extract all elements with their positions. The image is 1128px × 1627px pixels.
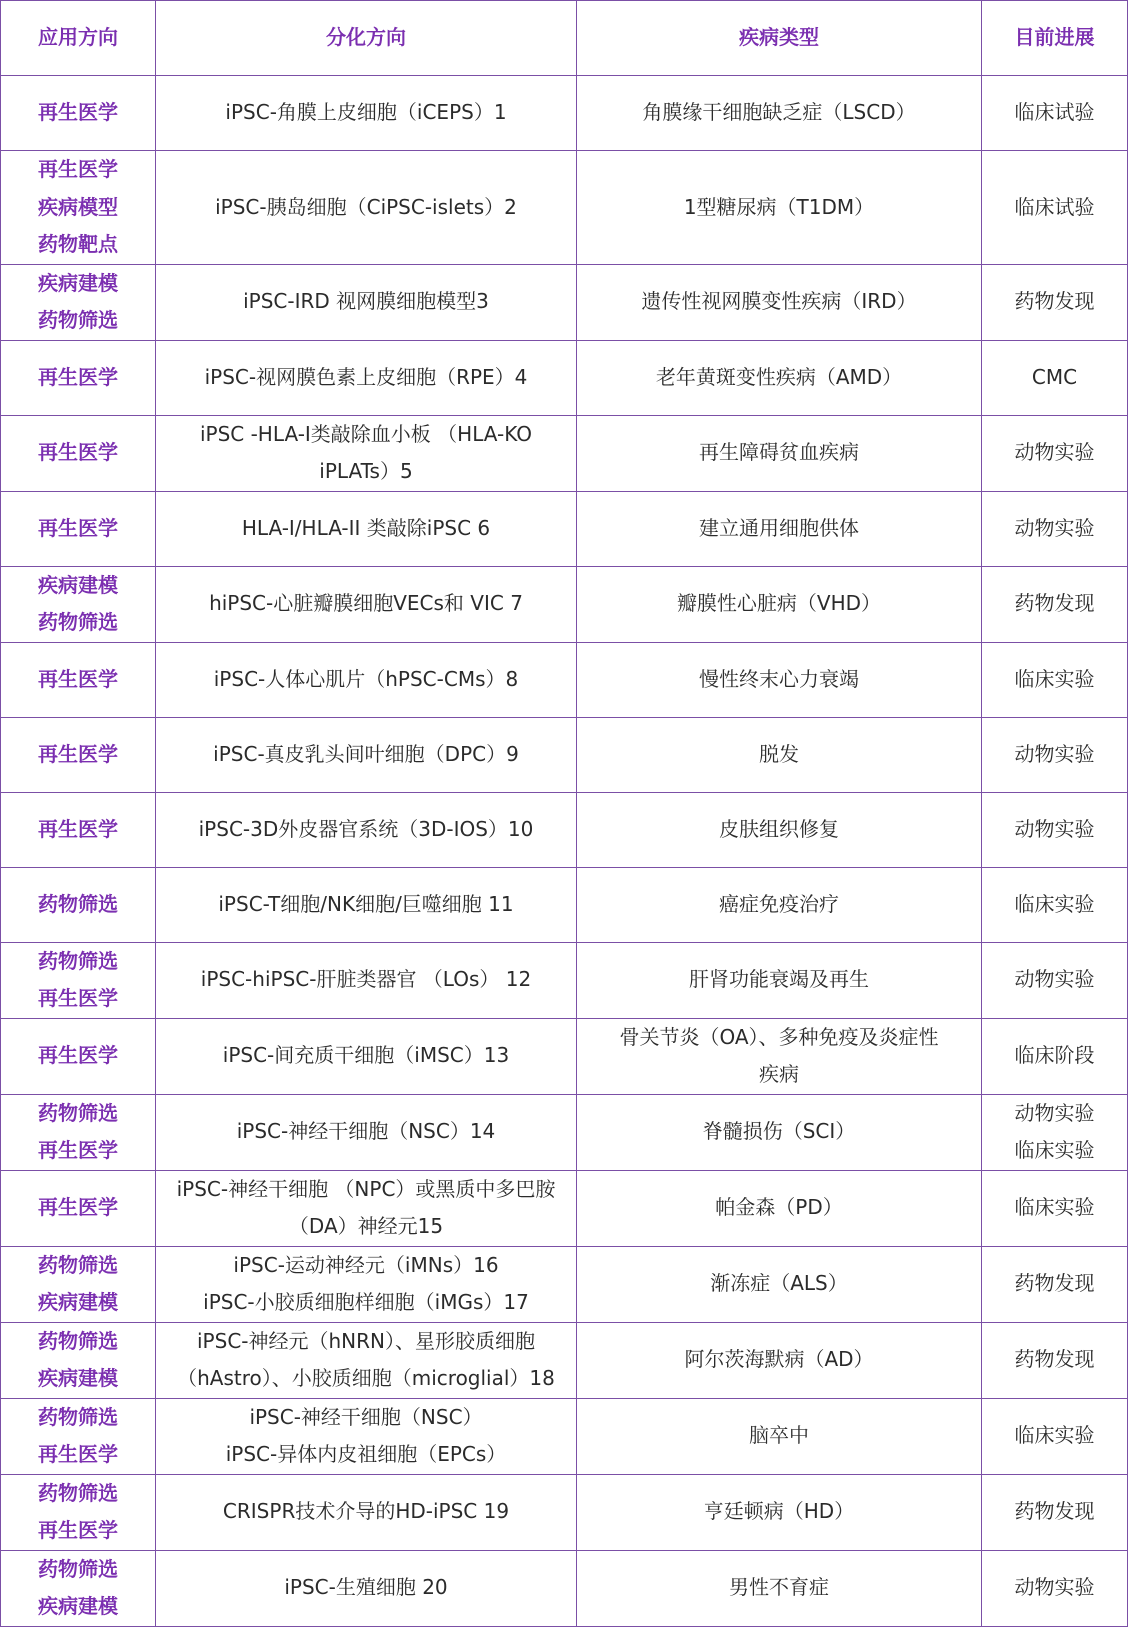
progress-cell xyxy=(982,1170,1128,1246)
cell-text-line: 临床阶段 xyxy=(1014,1043,1095,1068)
cell-text-line: iPSC-IRD 视网膜细胞模型3 xyxy=(243,289,489,314)
application-direction-cell xyxy=(1,642,156,717)
disease-type-cell xyxy=(577,491,982,566)
progress-cell xyxy=(982,1094,1128,1170)
cell-text-line: 药物筛选 xyxy=(38,1252,118,1277)
cell-text-line: 癌症免疫治疗 xyxy=(719,891,839,916)
cell-text-line: iPSC-生殖细胞 20 xyxy=(284,1575,448,1600)
cell-text-line: 动物实验 xyxy=(1014,1575,1095,1600)
differentiation-direction-cell xyxy=(156,1550,577,1626)
cell-text-line: 肝肾功能衰竭及再生 xyxy=(689,967,869,992)
differentiation-direction-cell xyxy=(156,415,577,491)
cell-text-line: 疾病模型 xyxy=(38,194,118,219)
disease-type-cell xyxy=(577,1398,982,1474)
cell-text-line: CMC xyxy=(1031,364,1078,389)
cell-text-line: 再生医学 xyxy=(38,1518,118,1542)
cell-text-line: （DA）神经元15 xyxy=(288,1214,444,1238)
disease-type-cell xyxy=(577,1322,982,1398)
application-direction-cell xyxy=(1,717,156,792)
cell-text-line: 再生医学 xyxy=(38,1043,118,1068)
cell-text-line: 遗传性视网膜变性疾病（IRD） xyxy=(641,289,917,314)
application-direction-cell xyxy=(1,76,156,151)
differentiation-direction-cell xyxy=(156,867,577,942)
progress-cell xyxy=(982,1398,1128,1474)
progress-cell xyxy=(982,792,1128,867)
cell-text-line: 疾病 xyxy=(759,1062,799,1086)
table-row xyxy=(1,340,1128,415)
differentiation-direction-cell xyxy=(156,151,577,265)
cell-text-line: 再生医学 xyxy=(38,440,118,465)
disease-type-cell xyxy=(577,1550,982,1626)
table-row xyxy=(1,491,1128,566)
table-row xyxy=(1,264,1128,340)
cell-text-line: 临床实验 xyxy=(1014,1195,1095,1220)
table-row xyxy=(1,792,1128,867)
differentiation-direction-cell xyxy=(156,1322,577,1398)
table-row xyxy=(1,1246,1128,1322)
cell-text-line: iPSC-异体内皮祖细胞（EPCs） xyxy=(225,1442,507,1466)
cell-text-line: 临床实验 xyxy=(1014,1423,1095,1448)
cell-text-line: 药物筛选 xyxy=(38,610,118,634)
differentiation-direction-cell xyxy=(156,642,577,717)
cell-text-line: 动物实验 xyxy=(1014,741,1095,766)
application-direction-cell xyxy=(1,867,156,942)
cell-text-line: iPSC-hiPSC-肝脏类器官 （LOs） 12 xyxy=(200,967,532,992)
table-row xyxy=(1,415,1128,491)
differentiation-direction-cell xyxy=(156,264,577,340)
differentiation-direction-cell xyxy=(156,717,577,792)
cell-text-line: 药物筛选 xyxy=(38,891,118,916)
cell-text-line: 药物筛选 xyxy=(38,1480,118,1505)
disease-type-cell xyxy=(577,642,982,717)
cell-text-line: 药物发现 xyxy=(1014,591,1095,616)
cell-text-line: 药物筛选 xyxy=(38,1328,118,1353)
differentiation-direction-cell xyxy=(156,491,577,566)
disease-type-cell xyxy=(577,566,982,642)
cell-text-line: 再生医学 xyxy=(38,816,118,841)
cell-text-line: iPSC-运动神经元（iMNs）16 xyxy=(233,1252,499,1277)
cell-text-line: 药物发现 xyxy=(1014,1271,1095,1296)
cell-text-line: iPSC-神经元（hNRN）、星形胶质细胞 xyxy=(197,1328,535,1353)
progress-cell xyxy=(982,1018,1128,1094)
application-direction-cell xyxy=(1,1170,156,1246)
application-direction-cell xyxy=(1,1018,156,1094)
application-direction-cell xyxy=(1,942,156,1018)
table-row xyxy=(1,717,1128,792)
progress-cell xyxy=(982,642,1128,717)
progress-cell xyxy=(982,717,1128,792)
cell-text-line: 皮肤组织修复 xyxy=(719,816,839,841)
table-row xyxy=(1,1094,1128,1170)
disease-type-cell xyxy=(577,867,982,942)
disease-type-cell xyxy=(577,792,982,867)
cell-text-line: 临床实验 xyxy=(1014,1138,1095,1162)
application-direction-cell xyxy=(1,264,156,340)
application-direction-cell xyxy=(1,566,156,642)
cell-text-line: 瓣膜性心脏病（VHD） xyxy=(676,591,882,616)
cell-text-line: iPSC-小胶质细胞样细胞（iMGs）17 xyxy=(203,1290,529,1314)
cell-text-line: iPSC-人体心肌片（hPSC-CMs）8 xyxy=(213,666,519,691)
header-disease-type: 疾病类型 xyxy=(577,1,982,76)
cell-text-line: 药物靶点 xyxy=(38,232,118,256)
disease-type-cell xyxy=(577,1246,982,1322)
progress-cell xyxy=(982,867,1128,942)
cell-text-line: 建立通用细胞供体 xyxy=(699,515,859,540)
differentiation-direction-cell xyxy=(156,566,577,642)
cell-text-line: iPSC-T细胞/NK细胞/巨噬细胞 11 xyxy=(218,891,514,916)
differentiation-direction-cell xyxy=(156,340,577,415)
disease-type-cell xyxy=(577,76,982,151)
cell-text-line: 角膜缘干细胞缺乏症（LSCD） xyxy=(642,100,916,125)
cell-text-line: 再生医学 xyxy=(38,741,118,766)
table-row xyxy=(1,151,1128,265)
table-row xyxy=(1,642,1128,717)
application-direction-cell xyxy=(1,1246,156,1322)
disease-type-cell xyxy=(577,1094,982,1170)
cell-text-line: iPSC-真皮乳头间叶细胞（DPC）9 xyxy=(213,741,519,766)
cell-text-line: 再生医学 xyxy=(38,1138,118,1162)
table-row xyxy=(1,76,1128,151)
cell-text-line: hiPSC-心脏瓣膜细胞VECs和 VIC 7 xyxy=(209,591,523,616)
differentiation-direction-cell xyxy=(156,1018,577,1094)
progress-cell xyxy=(982,1474,1128,1550)
progress-cell xyxy=(982,151,1128,265)
disease-type-cell xyxy=(577,942,982,1018)
disease-type-cell xyxy=(577,1474,982,1550)
disease-type-cell xyxy=(577,717,982,792)
header-row xyxy=(1,1,1128,76)
cell-text-line: 再生医学 xyxy=(38,1195,118,1220)
cell-text-line: iPSC-胰岛细胞（CiPSC-islets）2 xyxy=(215,194,517,219)
cell-text-line: 疾病建模 xyxy=(38,1594,118,1618)
progress-cell xyxy=(982,1246,1128,1322)
progress-cell xyxy=(982,1550,1128,1626)
application-direction-cell xyxy=(1,1322,156,1398)
cell-text-line: 脱发 xyxy=(759,741,799,766)
cell-text-line: 老年黄斑变性疾病（AMD） xyxy=(655,364,903,389)
cell-text-line: 疾病建模 xyxy=(38,270,118,295)
cell-text-line: 帕金森（PD） xyxy=(715,1195,843,1220)
application-direction-cell xyxy=(1,1398,156,1474)
cell-text-line: iPSC-3D外皮器官系统（3D-IOS）10 xyxy=(198,816,534,841)
differentiation-direction-cell xyxy=(156,1170,577,1246)
cell-text-line: 动物实验 xyxy=(1014,1100,1095,1125)
progress-cell xyxy=(982,415,1128,491)
table-row xyxy=(1,867,1128,942)
cell-text-line: 药物筛选 xyxy=(38,1404,118,1429)
cell-text-line: 亨廷顿病（HD） xyxy=(703,1499,855,1524)
cell-text-line: 脊髓损伤（SCI） xyxy=(702,1119,856,1144)
cell-text-line: 再生医学 xyxy=(38,986,118,1010)
cell-text-line: 疾病建模 xyxy=(38,1366,118,1390)
cell-text-line: 临床实验 xyxy=(1014,891,1095,916)
cell-text-line: 再生医学 xyxy=(38,100,118,125)
table-row xyxy=(1,1474,1128,1550)
progress-cell xyxy=(982,76,1128,151)
cell-text-line: 药物筛选 xyxy=(38,948,118,973)
cell-text-line: 再生医学 xyxy=(38,515,118,540)
differentiation-direction-cell xyxy=(156,76,577,151)
cell-text-line: 动物实验 xyxy=(1014,816,1095,841)
cell-text-line: 1型糖尿病（T1DM） xyxy=(683,194,875,219)
table-row xyxy=(1,1322,1128,1398)
cell-text-line: 疾病建模 xyxy=(38,1290,118,1314)
progress-cell xyxy=(982,491,1128,566)
cell-text-line: 药物发现 xyxy=(1014,1499,1095,1524)
differentiation-direction-cell xyxy=(156,1246,577,1322)
cell-text-line: iPSC-角膜上皮细胞（iCEPS）1 xyxy=(225,100,507,125)
application-direction-cell xyxy=(1,1094,156,1170)
cell-text-line: 临床实验 xyxy=(1014,666,1095,691)
cell-text-line: 再生医学 xyxy=(38,1442,118,1466)
table-row xyxy=(1,942,1128,1018)
cell-text-line: （hAstro）、小胶质细胞（microglial）18 xyxy=(177,1366,555,1390)
progress-cell xyxy=(982,264,1128,340)
cell-text-line: iPLATs）5 xyxy=(319,459,413,483)
differentiation-direction-cell xyxy=(156,792,577,867)
cell-text-line: 渐冻症（ALS） xyxy=(710,1271,848,1296)
header-differentiation-direction: 分化方向 xyxy=(156,1,577,76)
cell-text-line: 脑卒中 xyxy=(749,1423,809,1448)
header-application-direction: 应用方向 xyxy=(1,1,156,76)
cell-text-line: iPSC-间充质干细胞（iMSC）13 xyxy=(222,1043,510,1068)
cell-text-line: 男性不育症 xyxy=(729,1575,829,1600)
application-direction-cell xyxy=(1,415,156,491)
application-direction-cell xyxy=(1,792,156,867)
cell-text-line: iPSC-神经干细胞（NSC） xyxy=(249,1404,483,1429)
table-body xyxy=(1,76,1128,1627)
cell-text-line: 再生医学 xyxy=(38,157,118,181)
progress-cell xyxy=(982,1322,1128,1398)
cell-text-line: iPSC-神经干细胞 （NPC）或黑质中多巴胺 xyxy=(176,1176,556,1201)
cell-text-line: 临床试验 xyxy=(1014,194,1095,219)
cell-text-line: HLA-I/HLA-II 类敲除iPSC 6 xyxy=(241,515,491,540)
progress-cell xyxy=(982,942,1128,1018)
application-direction-cell xyxy=(1,1550,156,1626)
cell-text-line: 阿尔茨海默病（AD） xyxy=(684,1347,874,1372)
application-direction-cell xyxy=(1,1474,156,1550)
cell-text-line: 疾病建模 xyxy=(38,572,118,597)
cell-text-line: 药物筛选 xyxy=(38,1100,118,1125)
cell-text-line: 再生障碍贫血疾病 xyxy=(699,440,859,465)
header-current-progress: 目前进展 xyxy=(982,1,1128,76)
disease-type-cell xyxy=(577,340,982,415)
cell-text-line: 动物实验 xyxy=(1014,515,1095,540)
cell-text-line: 慢性终末心力衰竭 xyxy=(699,666,859,691)
table-row xyxy=(1,1550,1128,1626)
application-direction-cell xyxy=(1,151,156,265)
cell-text-line: 骨关节炎（OA）、多种免疫及炎症性 xyxy=(619,1024,939,1049)
cell-text-line: iPSC -HLA-I类敲除血小板 （HLA-KO xyxy=(199,421,533,446)
table-row xyxy=(1,1398,1128,1474)
cell-text-line: 临床试验 xyxy=(1014,100,1095,125)
cell-text-line: 药物发现 xyxy=(1014,1347,1095,1372)
cell-text-line: iPSC-神经干细胞（NSC）14 xyxy=(236,1119,496,1144)
disease-type-cell xyxy=(577,151,982,265)
cell-text-line: 药物筛选 xyxy=(38,1556,118,1581)
disease-type-cell xyxy=(577,1170,982,1246)
differentiation-direction-cell xyxy=(156,1474,577,1550)
cell-text-line: iPSC-视网膜色素上皮细胞（RPE）4 xyxy=(204,364,528,389)
cell-text-line: 再生医学 xyxy=(38,364,118,389)
table-row xyxy=(1,1170,1128,1246)
differentiation-direction-cell xyxy=(156,1094,577,1170)
disease-type-cell xyxy=(577,264,982,340)
cell-text-line: 动物实验 xyxy=(1014,967,1095,992)
table-row xyxy=(1,1018,1128,1094)
disease-type-cell xyxy=(577,415,982,491)
differentiation-direction-cell xyxy=(156,942,577,1018)
progress-cell xyxy=(982,566,1128,642)
cell-text-line: CRISPR技术介导的HD-iPSC 19 xyxy=(222,1499,510,1524)
application-direction-cell xyxy=(1,491,156,566)
progress-cell xyxy=(982,340,1128,415)
cell-text-line: 药物筛选 xyxy=(38,308,118,332)
table-row xyxy=(1,566,1128,642)
disease-type-cell xyxy=(577,1018,982,1094)
cell-text-line: 药物发现 xyxy=(1014,289,1095,314)
cell-text-line: 动物实验 xyxy=(1014,440,1095,465)
differentiation-direction-cell xyxy=(156,1398,577,1474)
application-direction-cell xyxy=(1,340,156,415)
cell-text-line: 再生医学 xyxy=(38,666,118,691)
